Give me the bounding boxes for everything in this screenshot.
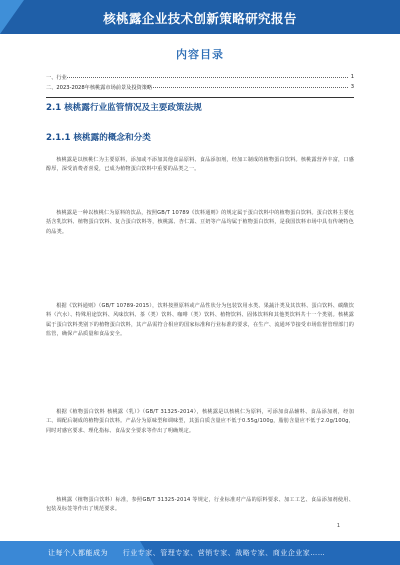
body-paragraph: 核桃露是一种以核桃仁为原料的饮品，按照GB/T 10789《饮料通则》的规定属于蛋白饮料中的植物蛋白饮料。蛋白饮料主要包括含乳饮料、植物蛋白饮料、复合蛋白饮料等，核桃露、杏仁露、豆奶等产品均属于植物蛋白饮料，是我国饮料市场中具有传统特色的品类。 xyxy=(46,210,354,235)
section-heading-2-1: 2.1 核桃露行业监管情况及主要政策法规 xyxy=(46,103,202,113)
toc-leader-dots xyxy=(46,77,348,78)
toc-entry-page: 1 xyxy=(350,74,354,80)
footer-roles: 行业专家、管理专家、营销专家、战略专家、商业企业家…… xyxy=(122,549,326,557)
body-paragraph: 根据《植物蛋白饮料 核桃露（乳）》（GB/T 31325-2014），核桃露是以核桃仁为原料，可添加食品辅料、食品添加剂，经加工、调配后制成的植物蛋白饮料。产品分为原味型和调味型，其蛋白质含量应不低于0.55g/100g，脂肪含量应不低于2.0g/100g，同时对感官要求、理化指标、食品安全要求等作出了明确规定。 xyxy=(46,409,354,434)
toc-entry[interactable] xyxy=(46,84,354,91)
toc-entry[interactable] xyxy=(46,74,354,81)
toc-entry-page: 3 xyxy=(350,84,354,90)
toc-entry-label: 二、2023-2028年核桃露市场前景及投资策略 xyxy=(46,85,153,91)
toc-title: 内容目录 xyxy=(176,48,224,61)
body-paragraph: 核桃露是以核桃仁为主要原料，添加或不添加其他食品原料、食品添加剂，经加工制成的植物蛋白饮料。核桃露营养丰富，口感醇厚，深受消费者喜爱，已成为植物蛋白饮料中重要的品类之一。 xyxy=(46,157,354,173)
body-paragraph: 根据《饮料通则》（GB/T 10789-2015），饮料按照原料或产品性状分为包装饮用水类、果蔬汁类及其饮料、蛋白饮料、碳酸饮料（汽水）、特殊用途饮料、风味饮料、茶（类）饮料、咖啡（类）饮料、植物饮料、固体饮料和其他类饮料共十一个类别。核桃露属于蛋白饮料类别下的植物蛋白饮料，其产品需符合相应的国家标准和行业标准的要求，在生产、流通环节接受市场监督管理部门的监管，确保产品质量和食品安全。 xyxy=(46,303,354,338)
toc-entry-label: 一、行业 xyxy=(46,75,67,81)
footer-text xyxy=(48,548,325,558)
footer-band xyxy=(0,535,400,565)
toc-divider xyxy=(46,97,354,98)
footer-slogan: 让每个人都能成为 xyxy=(48,549,108,557)
section-heading-2-1-1: 2.1.1 核桃露的概念和分类 xyxy=(46,133,151,143)
header-band xyxy=(0,0,400,34)
body-paragraph: 核桃露（植物蛋白饮料）标准，参照GB/T 31325-2014 等规定，行业标准对产品的原料要求、加工工艺、食品添加剂使用、包装及标签等作出了规范要求。 xyxy=(46,497,354,513)
page-number: 1 xyxy=(336,523,340,529)
report-title: 核桃露企业技术创新策略研究报告 xyxy=(103,11,297,26)
